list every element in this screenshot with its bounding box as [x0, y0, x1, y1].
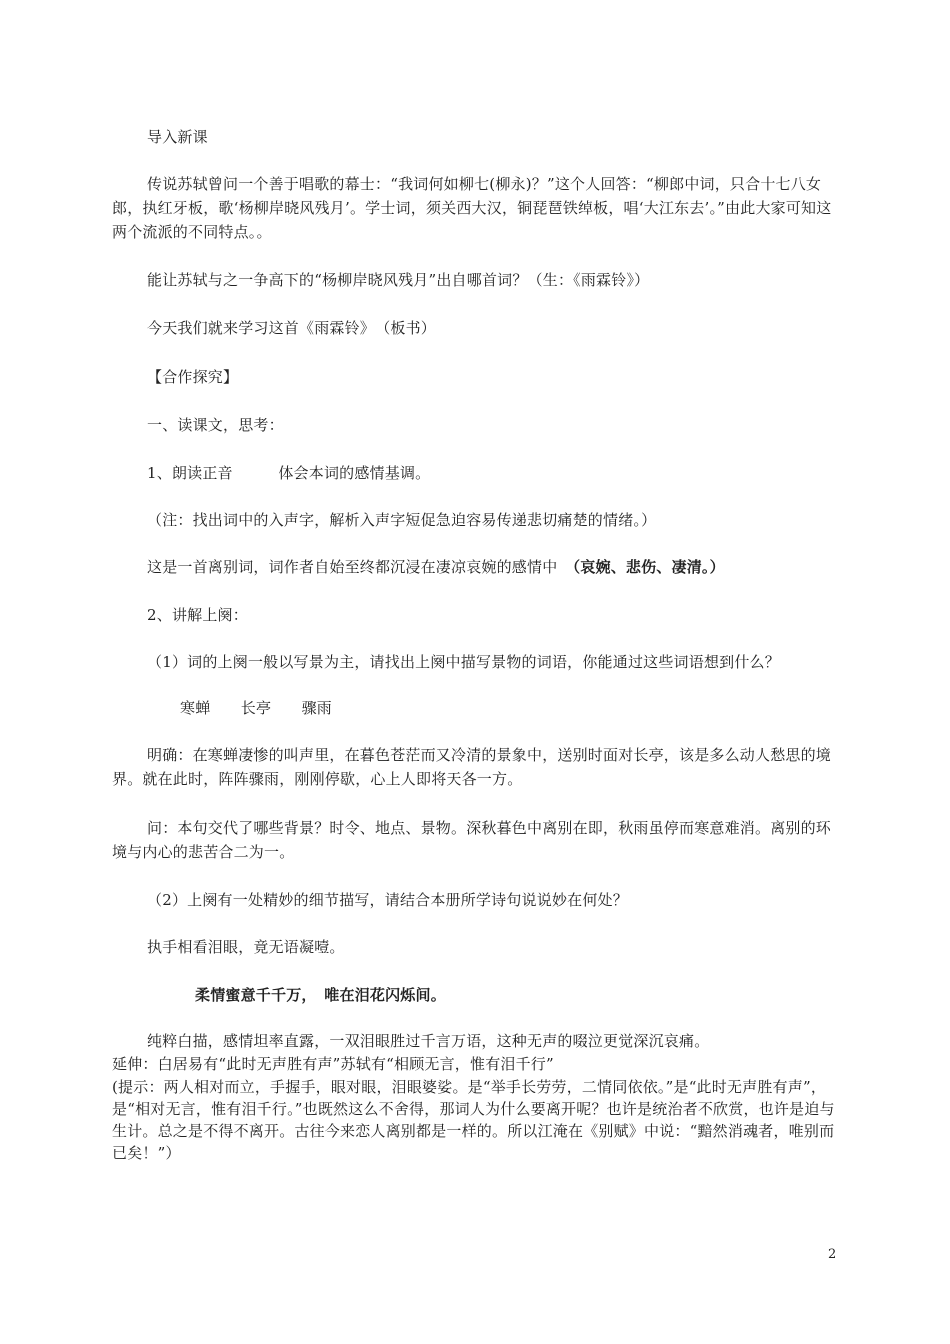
question-detail-description: （2）上阕有一处精妙的细节描写，请结合本册所学诗句说说妙在何处？ [147, 891, 628, 909]
paragraph-legend: 传说苏轼曾问一个善于唱歌的幕士：“我词何如柳七(柳永)？”这个人回答：“柳郎中词，只合十七八女郎，执红牙板，歌‘杨柳岸晓风残月’。学士词，须关西大汉，铜琵琶铁绰板，唱‘大江东去’。”由此大家可知这两个流派的不同特点。。 [112, 175, 832, 241]
paragraph-today: 今天我们就来学习这首《雨霖铃》 （板书） [147, 319, 437, 337]
keywords-scenery: 寒蝉 长亭 骤雨 [180, 699, 333, 717]
emotional-tone-keywords: （哀婉、悲伤、凄清。） [572, 558, 725, 576]
note-entering-tone: （注：找出词中的入声字，解析入声字短促急迫容易传递悲切痛楚的情绪。） [147, 511, 657, 529]
heading-intro: 导入新课 [147, 128, 208, 146]
paragraph-line-drawing: 纯粹白描，感情坦率直露，一双泪眼胜过千言万语，这种无声的啜泣更觉深沉哀痛。 [147, 1032, 710, 1050]
paragraph-clarification: 明确：在寒蝉凄惨的叫声里，在暮色苍茫而又冷清的景象中，送别时面对长亭，该是多么动人愁思的境界。就在此时，阵阵骤雨，刚刚停歇，心上人即将天各一方。 [112, 746, 832, 788]
paragraph-emotional-tone [147, 556, 725, 578]
paragraph-hint: (提示：两人相对而立，手握手，眼对眼，泪眼婆娑。是“举手长劳劳，二情同依依。”是“此时无声胜有声”，是“相对无言，惟有泪千行。”也既然这么不舍得，那词人为什么要离开呢？也许是统治者不欣赏，也许是迫与生计。总之是不得不离开。古往今来恋人离别都是一样的。所以江淹在《别赋》中说：“黯然消魂者，唯别而已矣！”） [112, 1078, 835, 1162]
item-first-stanza: 2、讲解上阕： [147, 606, 248, 624]
paragraph-question-source: 能让苏轼与之一争高下的“杨柳岸晓风残月”出自哪首词？（生：《雨霖铃》） [147, 271, 650, 289]
section-read-think: 一、读课文，思考： [147, 416, 284, 434]
paragraph-background: 问：本句交代了哪些背景？时令、地点、景物。深秋暮色中离别在即，秋雨虽停而寒意难消。离别的环境与内心的悲苦合二为一。 [112, 819, 832, 861]
quote-line: 执手相看泪眼，竟无语凝噎。 [147, 938, 345, 956]
paragraph-extension: 延伸：白居易有“此时无声胜有声”苏轼有“相顾无言，惟有泪千行” [112, 1055, 554, 1073]
heading-cooperative-inquiry: 【合作探究】 [147, 368, 239, 386]
page-number: 2 [828, 1247, 837, 1262]
item-read-aloud: 1、朗读正音 体会本词的感情基调。 [147, 464, 431, 482]
question-scenery-words: （1）词的上阕一般以写景为主，请找出上阕中描写景物的词语，你能通过这些词语想到什么？ [147, 653, 780, 671]
emotional-tone-text: 这是一首离别词，词作者自始至终都沉浸在凄凉哀婉的感情中 [147, 558, 573, 576]
bold-quote: 柔情蜜意千千万， 唯在泪花闪烁间。 [195, 986, 446, 1004]
